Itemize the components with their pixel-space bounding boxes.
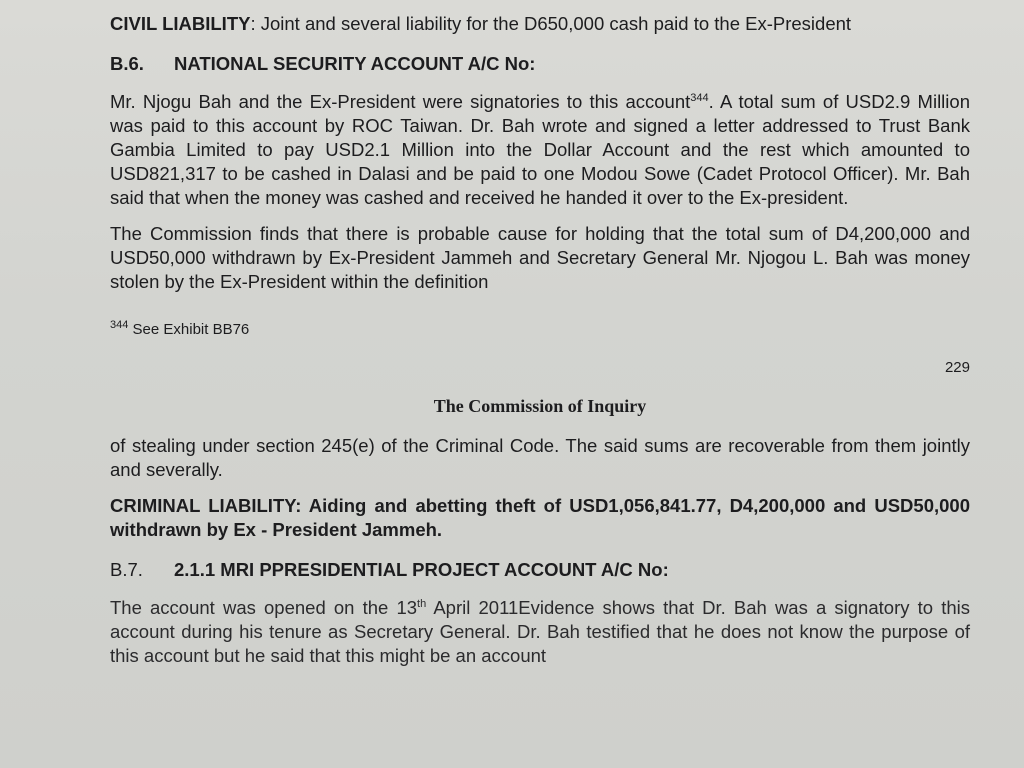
section-b7-heading <box>110 558 970 582</box>
civil-liability-paragraph <box>110 12 970 36</box>
paragraph-account-opened-text-1: The account was opened on the 13 <box>110 597 418 618</box>
civil-liability-text: : Joint and several liability for the D650,000 cash paid to the Ex-President <box>250 13 852 34</box>
paragraph-stealing: of stealing under section 245(e) of the Criminal Code. The said sums are recoverable from them jointly and severally. <box>110 435 970 480</box>
text-column <box>110 12 970 668</box>
paragraph-signatories-text-1: Mr. Njogu Bah and the Ex-President were signatories to this account <box>110 91 691 112</box>
section-b7-title: 2.1.1 MRI PPRESIDENTIAL PROJECT ACCOUNT A/C No: <box>174 559 669 580</box>
civil-liability-label: CIVIL LIABILITY <box>110 13 251 34</box>
criminal-liability-paragraph <box>110 494 970 542</box>
criminal-liability-text: : Aiding and abetting theft of USD1,056,841.77, D4,200,000 and USD50,000 withdrawn by Ex - President Jammeh. <box>110 495 970 540</box>
ordinal-suffix: th <box>417 597 427 610</box>
section-b6-title: NATIONAL SECURITY ACCOUNT A/C No: <box>174 53 536 74</box>
section-b6-heading <box>110 52 970 76</box>
section-b6-number: B.6. <box>110 53 144 74</box>
criminal-liability-label: CRIMINAL LIABILITY <box>110 495 296 516</box>
paragraph-signatories <box>110 90 970 210</box>
section-b7-number: B.7. <box>110 559 143 580</box>
paragraph-account-opened <box>110 596 970 668</box>
paragraph-account-opened-text-2: April 2011Evidence shows that Dr. Bah was a signatory to this account during his tenure as Secretary General. Dr. Bah testified that he does not know the purpose of this account but he said that this might be an account <box>110 597 970 666</box>
paragraph-signatories-text-2: . A total sum of USD2.9 Million was paid to this account by ROC Taiwan. Dr. Bah wrote and signed a letter addressed to Trust Bank Gambia Limited to pay USD2.1 Million into the Dollar Account and the rest which amounted to USD821,317 to be cashed in Dalasi and be paid to one Modou Sowe (Cadet Protocol Officer). Mr. Bah said that when the money was cashed and received he handed it over to the Ex-president. <box>110 91 970 208</box>
footnote-number: 344 <box>110 319 129 331</box>
footnote-reference: 344 <box>690 91 709 104</box>
footnote-text: See Exhibit BB76 <box>128 321 250 338</box>
running-header: The Commission of Inquiry <box>433 396 647 416</box>
page-number: 229 <box>944 359 970 376</box>
paragraph-commission-finds: The Commission finds that there is probable cause for holding that the total sum of D4,200,000 and USD50,000 withdrawn by Ex-President Jammeh and Secretary General Mr. Njogou L. Bah was money stolen by the Ex-President within the definition <box>110 223 970 292</box>
footnote <box>110 318 970 342</box>
